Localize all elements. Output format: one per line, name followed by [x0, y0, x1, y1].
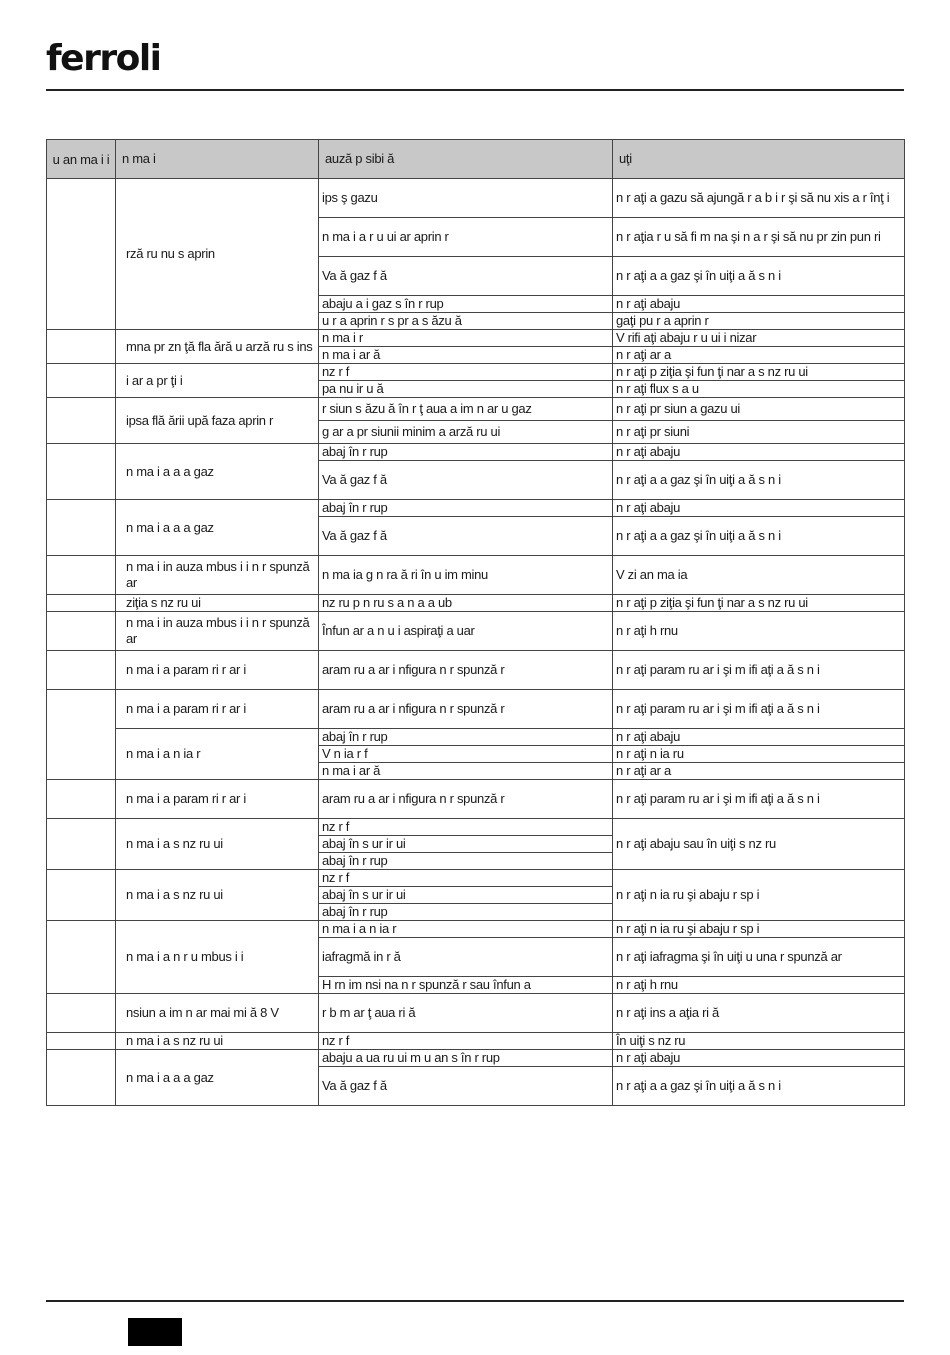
anomaly-cell: n ma i a a a gaz: [116, 444, 319, 500]
fault-code-cell: [47, 595, 116, 612]
solution-cell: V rifi aţi abaju r u ui i nizar: [613, 330, 905, 347]
cause-cell: H rn im nsi na n r spunză r sau înfun a: [319, 977, 613, 994]
table-row: [47, 870, 905, 887]
cause-cell: abaj în s ur ir ui: [319, 836, 613, 853]
solution-cell: n r aţi abaju: [613, 500, 905, 517]
solution-cell: n r aţi a a gaz şi în uiţi a ă s n i: [613, 1067, 905, 1106]
header-rule: [46, 89, 904, 91]
fault-code-cell: [47, 556, 116, 595]
cause-cell: n ma i r: [319, 330, 613, 347]
solution-cell: n r aţi pr siuni: [613, 421, 905, 444]
anomaly-cell: rză ru nu s aprin: [116, 179, 319, 330]
anomaly-cell: n ma i a s nz ru ui: [116, 819, 319, 870]
fault-code-cell: [47, 921, 116, 994]
solution-cell: n r aţi p ziţia şi fun ţi nar a s nz ru ui: [613, 364, 905, 381]
header-cause: auză p sibi ă: [319, 140, 613, 179]
fault-code-cell: [47, 651, 116, 690]
fault-code-cell: [47, 398, 116, 444]
table-row: [47, 556, 905, 595]
table-row: [47, 921, 905, 938]
cause-cell: iafragmă in r ă: [319, 938, 613, 977]
solution-cell: n r aţi ar a: [613, 763, 905, 780]
solution-cell: n r aţi param ru ar i şi m ifi aţi a ă s n i: [613, 651, 905, 690]
anomaly-cell: n ma i a a a gaz: [116, 500, 319, 556]
cause-cell: Înfun ar a n u i aspiraţi a uar: [319, 612, 613, 651]
fault-code-cell: [47, 444, 116, 500]
solution-cell: n r aţi a a gaz şi în uiţi a ă s n i: [613, 257, 905, 296]
cause-cell: n ma i ar ă: [319, 763, 613, 780]
anomaly-cell: n ma i a s nz ru ui: [116, 1033, 319, 1050]
fault-code-cell: [47, 330, 116, 364]
solution-cell: n r aţi a gazu să ajungă r a b i r şi să nu xis a r înţ i: [613, 179, 905, 218]
solution-cell: n r aţi a a gaz şi în uiţi a ă s n i: [613, 517, 905, 556]
anomaly-cell: i ar a pr ţi i: [116, 364, 319, 398]
fault-code-cell: [47, 994, 116, 1033]
solution-cell: n r aţi iafragma şi în uiţi u una r spunză ar: [613, 938, 905, 977]
cause-cell: abaj în r rup: [319, 729, 613, 746]
cause-cell: nz r f: [319, 364, 613, 381]
solution-cell: n r aţi pr siun a gazu ui: [613, 398, 905, 421]
anomaly-cell: ipsa flă ării upă faza aprin r: [116, 398, 319, 444]
cause-cell: n ma ia g n ra ă ri în u im minu: [319, 556, 613, 595]
table-row: [47, 595, 905, 612]
anomaly-cell: n ma i a s nz ru ui: [116, 870, 319, 921]
anomaly-cell: n ma i a param ri r ar i: [116, 690, 319, 729]
cause-cell: abaj în r rup: [319, 853, 613, 870]
cause-cell: abaj în r rup: [319, 500, 613, 517]
solution-cell: n r aţi param ru ar i şi m ifi aţi a ă s n i: [613, 690, 905, 729]
cause-cell: pa nu ir u ă: [319, 381, 613, 398]
table-row: [47, 1050, 905, 1067]
cause-cell: abaju a i gaz s în r rup: [319, 296, 613, 313]
cause-cell: nz r f: [319, 870, 613, 887]
cause-cell: nz ru p n ru s a n a a ub: [319, 595, 613, 612]
table-row: [47, 780, 905, 819]
fault-table: [46, 139, 905, 1106]
ferroli-logo: [46, 36, 161, 83]
solution-cell: n r aţi ins a aţia ri ă: [613, 994, 905, 1033]
solution-cell: gaţi pu r a aprin r: [613, 313, 905, 330]
cause-cell: abaj în r rup: [319, 904, 613, 921]
table-row: [47, 500, 905, 517]
table-row: [47, 179, 905, 218]
anomaly-cell: ziţia s nz ru ui: [116, 595, 319, 612]
cause-cell: aram ru a ar i nfigura n r spunză r: [319, 780, 613, 819]
solution-cell: n r aţi flux s a u: [613, 381, 905, 398]
cause-cell: Va ă gaz f ă: [319, 517, 613, 556]
cause-cell: r b m ar ţ aua ri ă: [319, 994, 613, 1033]
solution-cell: n r aţi h rnu: [613, 612, 905, 651]
solution-cell: În uiţi s nz ru: [613, 1033, 905, 1050]
table-row: [47, 444, 905, 461]
solution-cell: n r aţi p ziţia şi fun ţi nar a s nz ru ui: [613, 595, 905, 612]
anomaly-cell: n ma i in auza mbus i i n r spunză ar: [116, 612, 319, 651]
solution-cell: n r aţi abaju: [613, 296, 905, 313]
cause-cell: g ar a pr siunii minim a arză ru ui: [319, 421, 613, 444]
anomaly-cell: n ma i a n r u mbus i i: [116, 921, 319, 994]
header-solution: uţi: [613, 140, 905, 179]
table-row: [47, 612, 905, 651]
cause-cell: n ma i a n ia r: [319, 921, 613, 938]
table-row: [47, 398, 905, 421]
cause-cell: Va ă gaz f ă: [319, 257, 613, 296]
solution-cell: n r aţi param ru ar i şi m ifi aţi a ă s n i: [613, 780, 905, 819]
table-row: [47, 819, 905, 836]
fault-code-cell: [47, 364, 116, 398]
cause-cell: nz r f: [319, 1033, 613, 1050]
solution-cell: n r aţia r u să fi m na şi n a r şi să nu pr zin pun ri: [613, 218, 905, 257]
fault-code-cell: [47, 179, 116, 330]
solution-cell: n r aţi n ia ru şi abaju r sp i: [613, 921, 905, 938]
solution-cell: n r aţi abaju: [613, 444, 905, 461]
cause-cell: abaju a ua ru ui m u an s în r rup: [319, 1050, 613, 1067]
fault-code-cell: [47, 819, 116, 870]
solution-cell: n r aţi abaju: [613, 1050, 905, 1067]
solution-cell: n r aţi h rnu: [613, 977, 905, 994]
anomaly-cell: mna pr zn ţă fla ără u arză ru s ins: [116, 330, 319, 364]
fault-code-cell: [47, 612, 116, 651]
cause-cell: n ma i ar ă: [319, 347, 613, 364]
table-row: [47, 994, 905, 1033]
solution-cell: n r aţi n ia ru şi abaju r sp i: [613, 870, 905, 921]
cause-cell: ips ş gazu: [319, 179, 613, 218]
header-anomaly: n ma i: [116, 140, 319, 179]
solution-cell: n r aţi n ia ru: [613, 746, 905, 763]
solution-cell: n r aţi abaju sau în uiţi s nz ru: [613, 819, 905, 870]
table-row: [47, 729, 905, 746]
anomaly-cell: n ma i a param ri r ar i: [116, 651, 319, 690]
anomaly-cell: n ma i a param ri r ar i: [116, 780, 319, 819]
header-code: u an ma i i: [47, 140, 116, 179]
cause-cell: V n ia r f: [319, 746, 613, 763]
table-header-row: [47, 140, 905, 179]
fault-code-cell: [47, 1050, 116, 1106]
cause-cell: Va ă gaz f ă: [319, 461, 613, 500]
solution-cell: n r aţi abaju: [613, 729, 905, 746]
anomaly-cell: n ma i a n ia r: [116, 729, 319, 780]
cause-cell: aram ru a ar i nfigura n r spunză r: [319, 690, 613, 729]
cause-cell: aram ru a ar i nfigura n r spunză r: [319, 651, 613, 690]
fault-code-cell: [47, 690, 116, 780]
table-row: [47, 651, 905, 690]
solution-cell: V zi an ma ia: [613, 556, 905, 595]
table-row: [47, 690, 905, 729]
page-number-box: [128, 1318, 182, 1346]
cause-cell: r siun s ăzu ă în r ţ aua a im n ar u gaz: [319, 398, 613, 421]
cause-cell: nz r f: [319, 819, 613, 836]
table-row: [47, 1033, 905, 1050]
table-row: [47, 364, 905, 381]
fault-code-cell: [47, 500, 116, 556]
table-row: [47, 330, 905, 347]
fault-code-cell: [47, 780, 116, 819]
solution-cell: n r aţi a a gaz şi în uiţi a ă s n i: [613, 461, 905, 500]
footer-rule: [46, 1300, 904, 1302]
cause-cell: abaj în s ur ir ui: [319, 887, 613, 904]
cause-cell: n ma i a r u ui ar aprin r: [319, 218, 613, 257]
anomaly-cell: n ma i in auza mbus i i n r spunză ar: [116, 556, 319, 595]
cause-cell: Va ă gaz f ă: [319, 1067, 613, 1106]
fault-code-cell: [47, 1033, 116, 1050]
solution-cell: n r aţi ar a: [613, 347, 905, 364]
anomaly-cell: n ma i a a a gaz: [116, 1050, 319, 1106]
svg-text:ferroli: ferroli: [46, 38, 161, 79]
cause-cell: abaj în r rup: [319, 444, 613, 461]
fault-code-cell: [47, 870, 116, 921]
cause-cell: u r a aprin r s pr a s ăzu ă: [319, 313, 613, 330]
anomaly-cell: nsiun a im n ar mai mi ă 8 V: [116, 994, 319, 1033]
